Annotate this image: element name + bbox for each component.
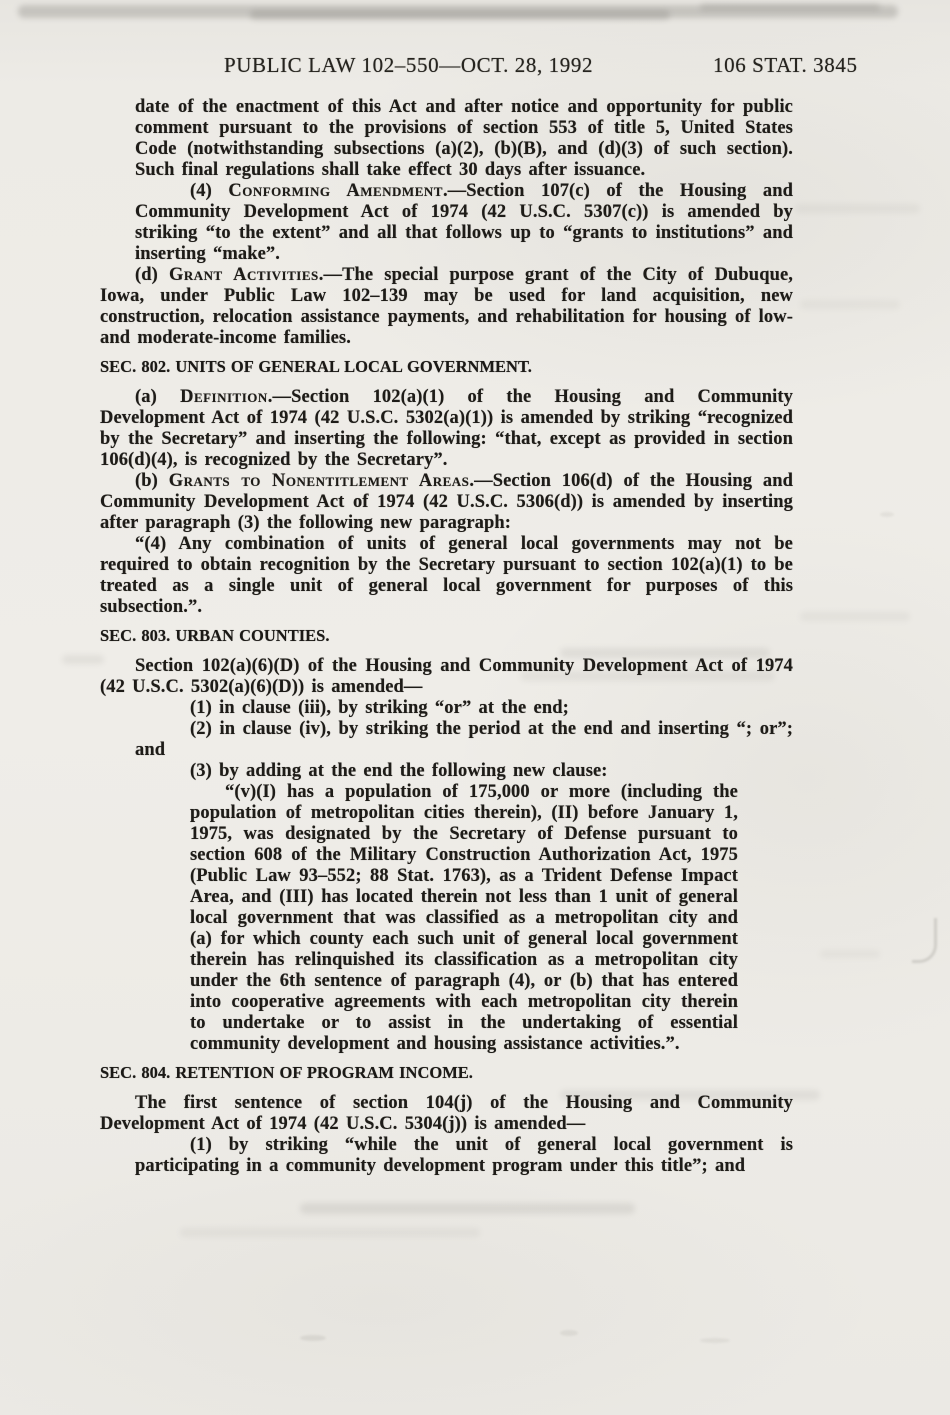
text-run: SEC. 803. URBAN COUNTIES. [100, 626, 330, 645]
running-head-law-title: PUBLIC LAW 102–550—OCT. 28, 1992 [224, 53, 594, 77]
text-run: (4) [190, 181, 229, 201]
item-1-clause-iii [135, 698, 793, 719]
text-run: SEC. 804. RETENTION OF PROGRAM INCOME. [100, 1063, 473, 1082]
document-body [100, 97, 793, 1177]
text-run: (a) [135, 387, 181, 407]
item-1-by-striking [135, 1135, 793, 1177]
scan-speck [700, 1338, 730, 1343]
scan-smudge [700, 3, 880, 11]
bleedthrough-artifact [800, 300, 900, 309]
scan-smudge [18, 5, 898, 18]
para-b-grants-to-nonentitlement-areas [100, 471, 793, 534]
text-run: .—The special purpose grant of the City of Dubuque, Iowa, under Public Law 102–139 may be used for land acquisition, new construction, relocation assistance payments, and rehabilitation for housing of low- and moderate-income families. [100, 265, 794, 348]
text-run: .—Section 102(a)(1) of the Housing and Community Development Act of 1974 (42 U.S.C. 5302(a)(1)) is amended by striking “recognized by the Secretary” and inserting the following: “that, except as provided in section 106(d)(4), is recognized by the Secretary”. [100, 387, 793, 470]
scan-speck [880, 512, 894, 517]
text-run: Section 102(a)(6)(D) of the Housing and Community Development Act of 1974 (42 U.S.C. 5302(a)(6)(D)) is amended— [100, 656, 793, 697]
para-804-intro [100, 1093, 793, 1135]
bleedthrough-artifact [795, 204, 920, 213]
text-run: SEC. 802. UNITS OF GENERAL LOCAL GOVERNMENT. [100, 357, 532, 376]
text-run: (3) by adding at the end the following new clause: [190, 761, 608, 781]
text-run: date of the enactment of this Act and after notice and opportunity for public comment pursuant to the provisions of section 553 of title 5, United States Code (notwithstanding subsections (a)(2), (b)(B), and (d)(3) of such section). Such final regulations shall take effect 30 days after issuance. [135, 97, 793, 180]
para-803-intro [100, 656, 793, 698]
sec-802-heading [100, 356, 793, 377]
item-2-clause-iv [135, 719, 793, 761]
bleedthrough-artifact [820, 950, 880, 958]
bleedthrough-artifact [62, 655, 104, 664]
para-4-conforming-amendment [135, 181, 793, 265]
text-run: .—Section 107(c) of the Housing and Community Development Act of 1974 (42 U.S.C. 5307(c)) is amended by striking “to the extent” and all that follows up to “grants to institutions” and inserting “make”. [135, 181, 793, 264]
text-run: “(4) Any combination of units of general local governments may not be required to obtain recognition by the Secretary pursuant to section 102(a)(1) to be treated as a single unit of general local government for purposes of this subsection.”. [100, 534, 793, 617]
para-quoted-4-combination [100, 534, 793, 618]
text-run: “(v)(I) has a population of 175,000 or more (including the population of metropolitan cities therein), (II) before January 1, 1975, was designated by the Secretary of Defense pursuant to section 608 of the Military Construction Authorization Act, 1975 (Public Law 93–552; 88 Stat. 1763), as a Trident Defense Impact Area, and (III) has located therein not less than 1 unit of general local government that was classified as a metropolitan city and (a) for which county each such unit of general local government therein has relinquished its classification as a metropolitan city under the 6th sentence of paragraph (4), or (b) that has entered into cooperative agreements with each metropolitan city therein to undertake or to assist in the undertaking of essential community development and housing assistance activities.”. [190, 782, 738, 1054]
text-run: (2) in clause (iv), by striking the period at the end and inserting “; or”; and [135, 719, 793, 760]
text-run: (d) [135, 265, 169, 285]
scan-speck [300, 1335, 326, 1341]
small-caps-text: Grant Activities [169, 265, 319, 285]
bleedthrough-artifact [300, 1203, 635, 1214]
text-run: (b) [135, 471, 169, 491]
small-caps-text: Grants to Nonentitlement Areas [168, 471, 470, 491]
para-a-definition [100, 387, 793, 471]
scan-smudge [250, 10, 670, 20]
text-run: The first sentence of section 104(j) of the Housing and Community Development Act of 1974 (42 U.S.C. 5304(j)) is amended— [100, 1093, 793, 1134]
scan-speck [560, 1330, 578, 1336]
sec-804-heading [100, 1062, 793, 1083]
bleedthrough-artifact [800, 612, 910, 621]
clause-v-trident [190, 782, 738, 1055]
small-caps-text: Conforming Amendment [228, 181, 443, 201]
sec-803-heading [100, 625, 793, 646]
text-run: .—Section 106(d) of the Housing and Community Development Act of 1974 (42 U.S.C. 5306(d)) is amended by inserting after paragraph (3) the following new paragraph: [100, 471, 793, 533]
text-run: (1) by striking “while the unit of general local government is participating in a community development program under this title”; and [135, 1135, 793, 1176]
small-caps-text: Definition [180, 387, 268, 407]
item-3-adding-new-clause [135, 761, 793, 782]
bleedthrough-artifact [180, 1228, 480, 1237]
running-head-stat-number: 106 STAT. 3845 [713, 53, 858, 77]
continuation-paragraph [135, 97, 793, 181]
text-run: (1) in clause (iii), by striking “or” at the end; [190, 698, 569, 718]
para-d-grant-activities [100, 265, 793, 349]
scan-mark [912, 918, 937, 963]
